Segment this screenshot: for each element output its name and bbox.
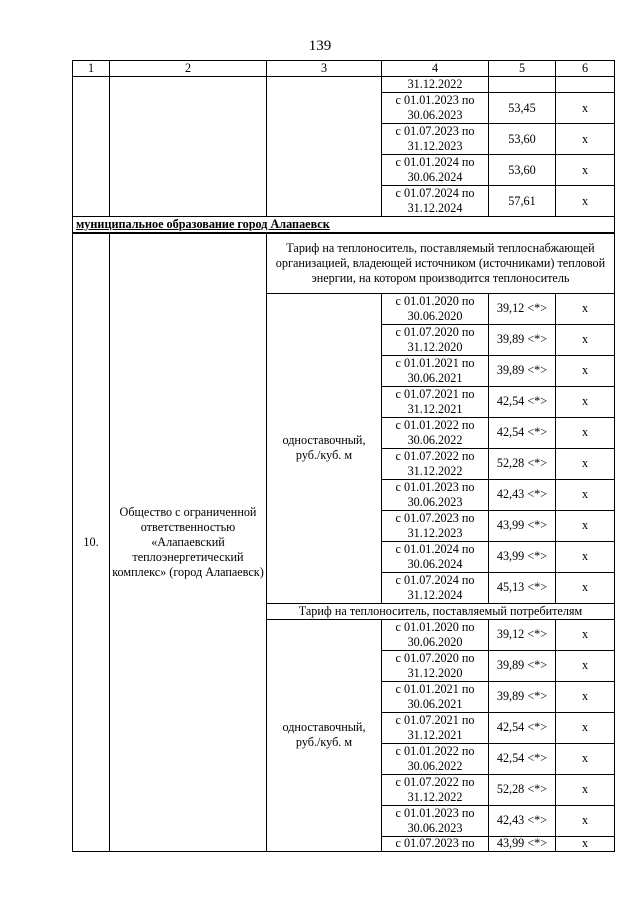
period-cell: с 01.07.2024 по 31.12.2024 <box>382 186 489 217</box>
period-cell: с 01.01.2020 по 30.06.2020 <box>382 619 489 650</box>
value-cell: 43,99 <*> <box>489 510 556 541</box>
period-cell: с 01.07.2020 по 31.12.2020 <box>382 650 489 681</box>
section-title: муниципальное образование город Алапаевск <box>73 217 615 234</box>
column-number: 6 <box>556 61 615 77</box>
table-row <box>73 233 615 293</box>
row-number: 10. <box>73 233 110 851</box>
mark-cell: x <box>556 681 615 712</box>
period-cell: с 01.07.2023 по 31.12.2023 <box>382 510 489 541</box>
value-cell: 39,89 <*> <box>489 355 556 386</box>
mark-cell: x <box>556 324 615 355</box>
empty-cell <box>110 77 267 217</box>
period-cell: с 01.01.2023 по 30.06.2023 <box>382 479 489 510</box>
page-number: 139 <box>308 38 332 54</box>
value-cell: 42,43 <*> <box>489 805 556 836</box>
period-cell: с 01.01.2020 по 30.06.2020 <box>382 293 489 324</box>
value-cell: 52,28 <*> <box>489 774 556 805</box>
section-row <box>73 217 615 234</box>
value-cell: 39,89 <*> <box>489 650 556 681</box>
value-cell: 53,60 <box>489 124 556 155</box>
mark-cell: x <box>556 448 615 479</box>
mark-cell: x <box>556 650 615 681</box>
value-cell: 57,61 <box>489 186 556 217</box>
mark-cell: x <box>556 712 615 743</box>
tariff-title: Тариф на теплоноситель, поставляемый теплоснабжающей организацией, владеющей источником (источниками) тепловой энергии, на котором производится теплоноситель <box>267 233 615 293</box>
period-cell: с 01.07.2022 по 31.12.2022 <box>382 774 489 805</box>
period-cell: с 01.01.2024 по 30.06.2024 <box>382 155 489 186</box>
mark-cell: x <box>556 186 615 217</box>
column-number: 5 <box>489 61 556 77</box>
value-cell <box>489 77 556 93</box>
value-cell: 42,54 <*> <box>489 712 556 743</box>
mark-cell: x <box>556 355 615 386</box>
period-cell: с 01.01.2023 по 30.06.2023 <box>382 805 489 836</box>
mark-cell <box>556 77 615 93</box>
column-number: 4 <box>382 61 489 77</box>
value-cell: 52,28 <*> <box>489 448 556 479</box>
value-cell: 39,89 <*> <box>489 324 556 355</box>
value-cell: 39,12 <*> <box>489 619 556 650</box>
table-row <box>73 77 615 93</box>
mark-cell: x <box>556 479 615 510</box>
value-cell: 39,89 <*> <box>489 681 556 712</box>
empty-cell <box>267 77 382 217</box>
mark-cell: x <box>556 541 615 572</box>
value-cell: 43,99 <*> <box>489 541 556 572</box>
period-cell: с 01.01.2023 по 30.06.2023 <box>382 93 489 124</box>
mark-cell: x <box>556 124 615 155</box>
period-cell: с 01.07.2023 по <box>382 836 489 851</box>
value-cell: 42,54 <*> <box>489 743 556 774</box>
mark-cell: x <box>556 417 615 448</box>
period-cell: с 01.01.2022 по 30.06.2022 <box>382 743 489 774</box>
mark-cell: x <box>556 93 615 124</box>
mark-cell: x <box>556 386 615 417</box>
period-cell: с 01.07.2022 по 31.12.2022 <box>382 448 489 479</box>
tariff-unit: одноставочный, руб./куб. м <box>267 619 382 851</box>
period-cell: с 01.07.2021 по 31.12.2021 <box>382 712 489 743</box>
mark-cell: x <box>556 155 615 186</box>
value-cell: 43,99 <*> <box>489 836 556 851</box>
period-cell: с 01.01.2022 по 30.06.2022 <box>382 417 489 448</box>
period-cell: с 01.07.2021 по 31.12.2021 <box>382 386 489 417</box>
period-cell: с 01.01.2021 по 30.06.2021 <box>382 681 489 712</box>
value-cell: 39,12 <*> <box>489 293 556 324</box>
tariff-table <box>72 60 615 852</box>
mark-cell: x <box>556 836 615 851</box>
empty-cell <box>73 77 110 217</box>
period-cell: с 01.01.2024 по 30.06.2024 <box>382 541 489 572</box>
period-cell: с 01.01.2021 по 30.06.2021 <box>382 355 489 386</box>
column-number: 2 <box>110 61 267 77</box>
column-number: 1 <box>73 61 110 77</box>
tariff-unit: одноставочный, руб./куб. м <box>267 293 382 603</box>
mark-cell: x <box>556 743 615 774</box>
mark-cell: x <box>556 805 615 836</box>
column-number: 3 <box>267 61 382 77</box>
mark-cell: x <box>556 572 615 603</box>
value-cell: 45,13 <*> <box>489 572 556 603</box>
mark-cell: x <box>556 293 615 324</box>
value-cell: 53,60 <box>489 155 556 186</box>
mark-cell: x <box>556 510 615 541</box>
mark-cell: x <box>556 619 615 650</box>
value-cell: 42,43 <*> <box>489 479 556 510</box>
period-cell: с 01.07.2024 по 31.12.2024 <box>382 572 489 603</box>
value-cell: 53,45 <box>489 93 556 124</box>
period-cell: с 01.07.2023 по 31.12.2023 <box>382 124 489 155</box>
value-cell: 42,54 <*> <box>489 386 556 417</box>
organization-name: Общество с ограниченной ответственностью «Алапаевский теплоэнергетический комплекс» (город Алапаевск) <box>110 233 267 851</box>
value-cell: 42,54 <*> <box>489 417 556 448</box>
column-number-row <box>73 61 615 77</box>
mark-cell: x <box>556 774 615 805</box>
period-cell: 31.12.2022 <box>382 77 489 93</box>
tariff-title: Тариф на теплоноситель, поставляемый потребителям <box>267 603 615 619</box>
period-cell: с 01.07.2020 по 31.12.2020 <box>382 324 489 355</box>
